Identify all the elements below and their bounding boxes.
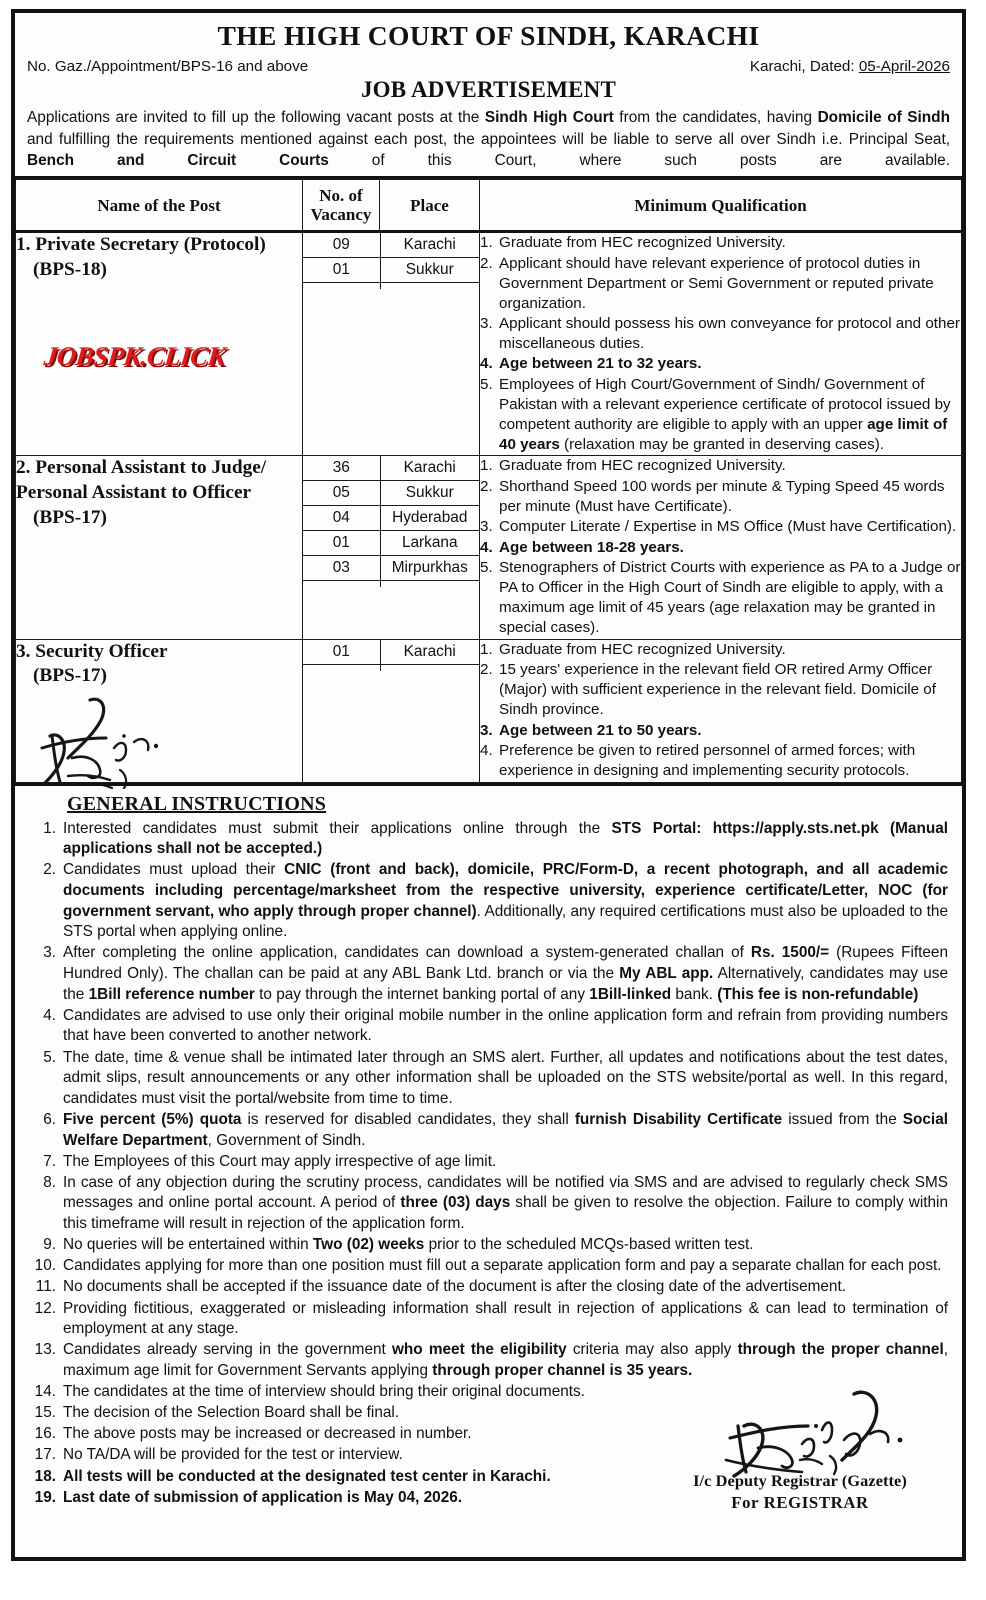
document-frame [11,9,966,1561]
vacancy-place: Karachi [380,640,479,664]
column-header-vacancy [303,180,380,232]
intro-text-2: from the candidates, having [613,109,818,127]
vacancy-filler-row [303,282,479,289]
column-header-post: Name of the Post [16,180,303,232]
qualification-item: Age between 21 to 50 years. [499,721,702,739]
dateline [750,57,950,76]
instruction-item: No TA/DA will be provided for the test or interview. [63,1446,403,1464]
general-instructions-section [15,783,962,1519]
vacancy-place: Karachi [380,233,479,257]
instruction-item: Candidates already serving in the government who meet the eligibility criteria may also apply through the proper channel, maximum age limit for Government Servants applying through proper channel is 35 years. [63,1341,948,1379]
vacancy-row [303,456,479,480]
vacancy-place: Larkana [380,530,479,555]
vacancy-place: Mirpurkhas [380,555,479,580]
instruction-item: The candidates at the time of interview should bring their original documents. [63,1383,585,1401]
jobspk-watermark: JOBSPK.CLICK [42,341,227,372]
dateline-label: Karachi, Dated: [749,58,859,76]
vacancy-row [303,233,479,257]
dateline-value: 05-April-2026 [858,58,950,76]
vacancy-place: Karachi [380,456,479,480]
post-title-line1: Security Officer [35,640,168,662]
instruction-item: Interested candidates must submit their applications online through the STS Portal: https://apply.sts.net.pk (Manual applications shall not be accepted.) [63,819,948,858]
instruction-item: No documents shall be accepted if the issuance date of the document is after the closing date of the advertisement. [63,1278,846,1296]
instruction-item: Providing fictitious, exaggerated or misleading information shall result in rejection of applications & can lead to termination of employment at any stage. [63,1299,948,1338]
instruction-item: In case of any objection during the scrutiny process, candidates will be notified via SMS and are advised to regularly check SMS messages and online portal account. A period of three (03) days shall be given to resolve the objection. Failure to comply within this timeframe will result in rejection of the application form. [63,1173,949,1233]
instruction-item: No queries will be entertained within Two (02) weeks prior to the scheduled MCQs-based written test. [63,1236,754,1254]
post-name [16,640,302,689]
qualification-item: Age between 18-28 years. [499,538,684,556]
vacancy-filler-left [303,580,380,587]
qualification-cell [480,639,962,782]
signature-block [670,1471,930,1513]
post-name-cell [16,232,303,456]
post-name-cell [16,456,303,639]
post-bps: (BPS-17) [33,665,107,687]
qualification-cell [480,456,962,639]
signatory-for: For REGISTRAR [731,1492,869,1512]
header-block [15,13,962,179]
qualification-item: Applicant should have relevant experience of protocol duties in Government Department or Semi Government or reputed private organization. [499,254,934,312]
qualification-item: Graduate from HEC recognized University. [499,457,786,475]
qualification-list [480,456,961,638]
intro-bold-2: Domicile of Sindh [817,109,950,127]
instruction-item: Five percent (5%) quota is reserved for disabled candidates, they shall furnish Disability Certificate issued from the Social Welfare Department, Government of Sindh. [63,1110,948,1149]
vacancy-count: 36 [303,456,380,480]
table-row [16,456,962,639]
qualification-item: Employees of High Court/Government of Sindh/ Government of Pakistan with a relevant experience certificate of protocol issued by competent authority are eligible to apply with an upper age limit of 40 years (relaxation may be granted in deserving cases). [499,375,951,453]
vacancy-place-table [303,233,479,289]
instruction-item: Candidates are advised to use only their original mobile number in the online application form and refrain from providing numbers that have been converted to another network. [63,1006,948,1045]
posts-table [15,179,962,783]
vacancy-filler-left [303,664,380,671]
column-header-qualification: Minimum Qualification [480,180,962,232]
vacancy-row [303,555,479,580]
column-header-place: Place [380,180,480,232]
post-name [16,233,302,282]
vacancy-row [303,530,479,555]
qualification-item: Shorthand Speed 100 words per minute & Typing Speed 45 words per minute (Must have Certificate). [499,477,945,515]
intro-text-3: and fulfilling the requirements mentioned against each post, the appointees will be liable to serve all over Sindh i.e. Principal Seat, [27,130,950,148]
vacancy-row [303,257,479,282]
vacancy-place-table [303,640,479,671]
instruction-item: Candidates applying for more than one position must fill out a separate application form and pay a separate challan for each post. [63,1257,942,1275]
table-header-row [16,180,962,232]
post-bps: (BPS-18) [33,258,107,280]
qualification-cell [480,232,962,456]
registrar-signature-icon [704,1386,934,1481]
intro-text-4: of this Court, where such posts are available. [328,151,951,169]
post-bps: (BPS-17) [33,506,107,528]
qualification-item: Preference be given to retired personnel of armed forces; with experience in designing and implementing security protocols. [499,742,916,780]
qualification-item: Computer Literate / Expertise in MS Office (Must have Certification). [499,518,957,536]
general-instructions-heading: GENERAL INSTRUCTIONS [67,792,327,815]
qualification-list [480,233,961,455]
post-name-cell [16,639,303,782]
page-title: THE HIGH COURT OF SINDH, KARACHI [217,20,760,51]
post-name [16,456,302,530]
reference-line [27,57,950,76]
vacancy-row [303,640,479,664]
vacancy-place: Sukkur [380,481,479,506]
column-header-vacancy-line1: No. of [319,186,363,205]
qualification-item: Graduate from HEC recognized University. [499,234,786,252]
reference-number: No. Gaz./Appointment/BPS-16 and above [27,58,309,76]
column-header-vacancy-line2: Vacancy [310,205,372,225]
qualification-item: Age between 21 to 32 years. [499,355,702,373]
vacancy-row [303,506,479,531]
post-index: 1. [16,234,36,256]
instruction-item: The above posts may be increased or decreased in number. [63,1425,472,1443]
signatory-title: I/c Deputy Registrar (Gazette) [693,1470,907,1490]
vacancy-filler-left [303,282,380,289]
post-title-line2: Personal Assistant to Officer [16,482,252,504]
vacancy-filler-row [303,580,479,587]
instruction-item: The decision of the Selection Board shall be final. [63,1404,400,1422]
vacancy-place-cell [303,456,480,639]
instruction-item: Last date of submission of application is May 04, 2026. [63,1488,463,1506]
vacancy-count: 04 [303,506,380,531]
table-row [16,232,962,456]
vacancy-count: 01 [303,257,380,282]
vacancy-place-cell [303,232,480,456]
table-row [16,639,962,782]
vacancy-place-table [303,456,479,586]
instruction-item: After completing the online application, candidates can download a system-generated challan of Rs. 1500/= (Rupees Fifteen Hundred Only). The challan can be paid at any ABL Bank Ltd. branch or via the My ABL app. Alternatively, candidates may use the 1Bill reference number to pay through the internet banking portal of any 1Bill-linked bank. (This fee is non-refundable) [63,944,949,1003]
vacancy-filler-right [380,282,479,289]
instruction-item: All tests will be conducted at the designated test center in Karachi. [63,1467,551,1485]
instruction-item: Candidates must upload their CNIC (front and back), domicile, PRC/Form-D, a recent photograph, and all academic documents including percentage/marksheet from the respective university, experience certificate/Letter, NOC (for government servant, who apply through proper channel). Additionally, any required certifications must also be uploaded to the STS portal when applying online. [63,861,948,941]
vacancy-row [303,481,479,506]
qualification-item: Applicant should possess his own conveyance for protocol and other miscellaneous duties. [499,315,960,352]
vacancy-place: Sukkur [380,257,479,282]
instruction-item: The Employees of this Court may apply irrespective of age limit. [63,1152,497,1170]
vacancy-filler-right [380,664,479,671]
post-index: 2. [16,457,36,479]
post-title-line1: Personal Assistant to Judge/ [35,457,267,479]
vacancy-filler-right [380,580,479,587]
qualification-item: Graduate from HEC recognized University. [499,640,786,658]
vacancy-filler-row [303,664,479,671]
vacancy-count: 09 [303,233,380,257]
intro-bold-3: Bench and Circuit Courts [27,151,329,169]
handwritten-signature-icon [32,692,182,797]
subtitle: JOB ADVERTISEMENT [360,77,616,103]
vacancy-count: 05 [303,481,380,506]
vacancy-count: 01 [303,640,380,664]
intro-text-1: Applications are invited to fill up the following vacant posts at the [27,109,485,127]
qualification-item: 15 years' experience in the relevant field OR retired Army Officer (Major) with sufficient experience in the relevant field. Domicile of Sindh province. [499,661,936,719]
qualification-list [480,640,961,781]
post-title-line1: Private Secretary (Protocol) [35,234,266,256]
vacancy-count: 01 [303,530,380,555]
intro-paragraph [27,107,950,171]
vacancy-place: Hyderabad [380,506,479,531]
post-index: 3. [16,640,36,662]
vacancy-place-cell [303,639,480,782]
intro-bold-1: Sindh High Court [484,109,614,127]
instruction-item: The date, time & venue shall be intimated later through an SMS alert. Further, all updates and notifications about the test dates, admit slips, result announcements or any other information shall be uploaded on the STS website/portal as well. In this regard, candidates must visit the portal/website from time to time. [63,1048,948,1107]
qualification-item: Stenographers of District Courts with experience as PA to a Judge or PA to Officer in the High Court of Sindh are eligible to apply, with a maximum age limit of 45 years (age relaxation may be granted in special cases). [499,559,961,637]
vacancy-count: 03 [303,555,380,580]
posts-table-body [16,232,962,783]
posts-table-header [16,180,962,232]
